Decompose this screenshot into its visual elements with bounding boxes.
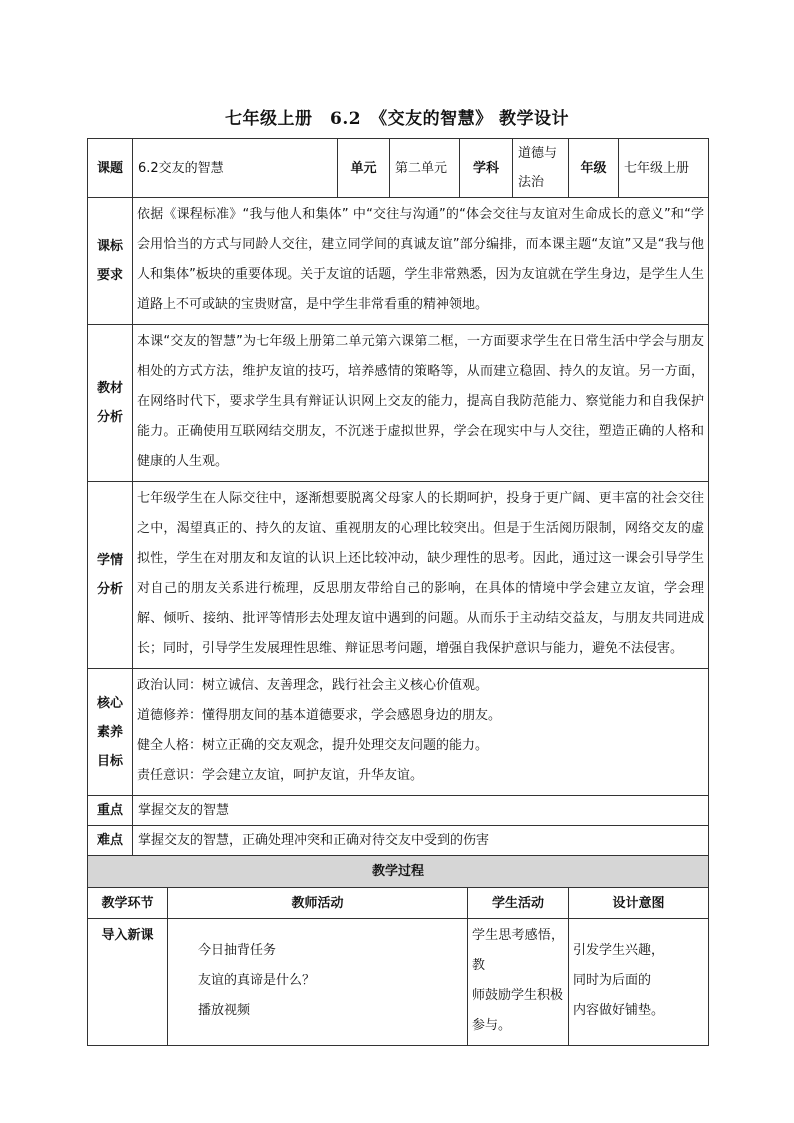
lesson-plan-main <box>87 138 709 1046</box>
subject-label: 学科 <box>460 139 513 198</box>
intent-line: 引发学生兴趣， <box>573 943 665 958</box>
student-line: 师鼓励学生积极 <box>472 988 564 1003</box>
intro-student <box>468 919 569 1046</box>
info-row <box>88 139 709 198</box>
literacy-item: 道德修养：懂得朋友间的基本道德要求，学会感恩身边的朋友。 <box>137 708 502 723</box>
literacy-label-1: 核心 <box>96 695 123 711</box>
literacy-item: 责任意识：学会建立友谊，呵护友谊，升华友谊。 <box>137 768 424 783</box>
key-point-label: 重点 <box>88 796 133 826</box>
grade-label: 年级 <box>569 139 619 198</box>
unit-label: 单元 <box>338 139 390 198</box>
topic-value: 6.2交友的智慧 <box>133 139 338 198</box>
teacher-step: 今日抽背任务 <box>198 943 277 958</box>
process-heading-row <box>88 856 709 888</box>
material-label-1: 教材 <box>96 381 123 396</box>
key-point-row <box>88 796 709 826</box>
standards-row <box>88 198 709 325</box>
subject-value: 道德与法治 <box>513 139 569 198</box>
intro-teacher <box>168 919 468 1046</box>
column-teacher: 教师活动 <box>168 888 468 919</box>
student-line: 学生思考感悟，教 <box>472 928 565 973</box>
difficult-point-row <box>88 826 709 856</box>
students-label <box>88 482 133 669</box>
standards-label <box>88 198 133 325</box>
intent-line: 同时为后面的 <box>573 973 652 988</box>
process-heading: 教学过程 <box>88 856 709 888</box>
intent-line: 内容做好铺垫。 <box>573 1003 665 1018</box>
literacy-label-2: 素养 <box>96 724 123 740</box>
standards-label-2: 要求 <box>96 268 123 283</box>
literacy-item: 健全人格：树立正确的交友观念，提升处理交友问题的能力。 <box>137 738 489 753</box>
topic-label: 课题 <box>88 139 133 198</box>
material-label <box>88 325 133 482</box>
material-label-2: 分析 <box>96 410 123 425</box>
column-intent: 设计意图 <box>569 888 709 919</box>
standards-label-1: 课标 <box>96 239 123 254</box>
literacy-label <box>88 669 133 796</box>
students-row <box>88 482 709 669</box>
intro-row <box>88 919 709 1046</box>
standards-text: 依据《课程标准》“我与他人和集体” 中“交往与沟通”的“体会交往与友谊对生命成长的意义”和“学会用恰当的方式与同龄人交往，建立同学间的真诚友谊”部分编排，而本课主题“友谊”又是“我与他人和集体”板块的重要体现。关于友谊的话题，学生非常熟悉，因为友谊就在学生身边，是学生人生道路上不可或缺的宝贵财富，是中学生非常看重的精神领地。 <box>133 198 709 325</box>
teacher-step: 播放视频 <box>198 1003 251 1018</box>
unit-value: 第二单元 <box>390 139 460 198</box>
literacy-row <box>88 669 709 796</box>
column-student: 学生活动 <box>468 888 569 919</box>
column-stage: 教学环节 <box>88 888 168 919</box>
difficult-point-text: 掌握交友的智慧，正确处理冲突和正确对待交友中受到的伤害 <box>133 826 709 856</box>
students-text: 七年级学生在人际交往中，逐渐想要脱离父母家人的长期呵护，投身于更广阔、更丰富的社会交往之中，渴望真正的、持久的友谊、重视朋友的心理比较突出。但是于生活阅历限制，网络交友的虚拟性，学生在对朋友和友谊的认识上还比较冲动，缺少理性的思考。因此，通过这一课会引导学生对自己的朋友关系进行梳理，反思朋友带给自己的影响，在具体的情境中学会建立友谊，学会理解、倾听、接纳、批评等情形去处理友谊中遇到的问题。从而乐于主动结交益友，与朋友共同进成长；同时，引导学生发展理性思维、辩证思考问题，增强自我保护意识与能力，避免不法侵害。 <box>133 482 709 669</box>
material-text: 本课“交友的智慧”为七年级上册第二单元第六课第二框，一方面要求学生在日常生活中学会与朋友相处的方式方法，维护友谊的技巧，培养感情的策略等，从而建立稳固、持久的友谊。另一方面，在网络时代下，要求学生具有辩证认识网上交友的能力，提高自我防范能力、察觉能力和自我保护能力。正确使用互联网结交朋友，不沉迷于虚拟世界，学会在现实中与人交往，塑造正确的人格和健康的人生观。 <box>133 325 709 482</box>
key-point-text: 掌握交友的智慧 <box>133 796 709 826</box>
literacy-label-3: 目标 <box>96 753 123 769</box>
literacy-list <box>133 669 709 796</box>
grade-value: 七年级上册 <box>619 139 709 198</box>
teacher-step: 友谊的真谛是什么？ <box>198 973 316 988</box>
students-label-1: 学情 <box>96 553 123 568</box>
page-title: 七年级上册 6.2 《交友的智慧》 教学设计 <box>225 109 569 129</box>
intro-intent <box>569 919 709 1046</box>
intro-stage: 导入新课 <box>88 919 168 1046</box>
material-row <box>88 325 709 482</box>
student-line: 参与。 <box>472 1018 512 1033</box>
literacy-item: 政治认同：树立诚信、友善理念，践行社会主义核心价值观。 <box>137 678 489 693</box>
difficult-point-label: 难点 <box>88 826 133 856</box>
process-columns-row <box>88 888 709 919</box>
students-label-2: 分析 <box>96 582 123 597</box>
